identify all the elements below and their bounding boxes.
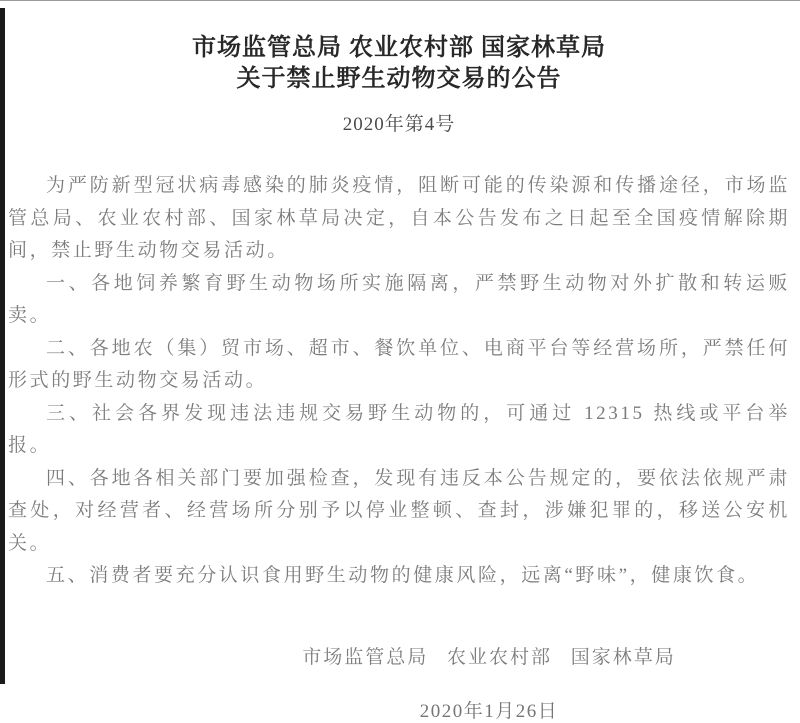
- signature-block: [188, 641, 790, 723]
- paragraph-item-3: 三、社会各界发现违法违规交易野生动物的，可通过 12315 热线或平台举报。: [8, 402, 790, 456]
- document-content: [8, 33, 790, 723]
- left-border-bar: [0, 8, 5, 684]
- paragraph-intro: 为严防新型冠状病毒感染的肺炎疫情，阻断可能的传染源和传播途径，市场监管总局、农业农村部、国家林草局决定，自本公告发布之日起至全国疫情解除期间，禁止野生动物交易活动。: [8, 175, 790, 261]
- paragraph-item-2: 二、各地农（集）贸市场、超市、餐饮单位、电商平台等经营场所，严禁任何形式的野生动物交易活动。: [8, 337, 790, 391]
- document-body: [8, 170, 790, 593]
- document-number: 2020年第4号: [342, 114, 456, 135]
- paragraph-item-5: 五、消费者要充分认识食用野生动物的健康风险，远离“野味”，健康饮食。: [46, 565, 760, 586]
- document-title: [8, 33, 790, 95]
- paragraph-item-1: 一、各地饲养繁育野生动物场所实施隔离，严禁野生动物对外扩散和转运贩卖。: [8, 272, 790, 326]
- title-line-2: 关于禁止野生动物交易的公告: [236, 66, 562, 92]
- title-line-1: 市场监管总局 农业农村部 国家林草局: [192, 35, 606, 61]
- issue-date: 2020年1月26日: [419, 700, 559, 722]
- paragraph-item-4: 四、各地各相关部门要加强检查，发现有违反本公告规定的，要依法依规严肃查处，对经营者、经营场所分别予以停业整顿、查封，涉嫌犯罪的，移送公安机关。: [8, 467, 790, 554]
- issuing-agencies-signature: 市场监管总局 农业农村部 国家林草局: [302, 646, 676, 668]
